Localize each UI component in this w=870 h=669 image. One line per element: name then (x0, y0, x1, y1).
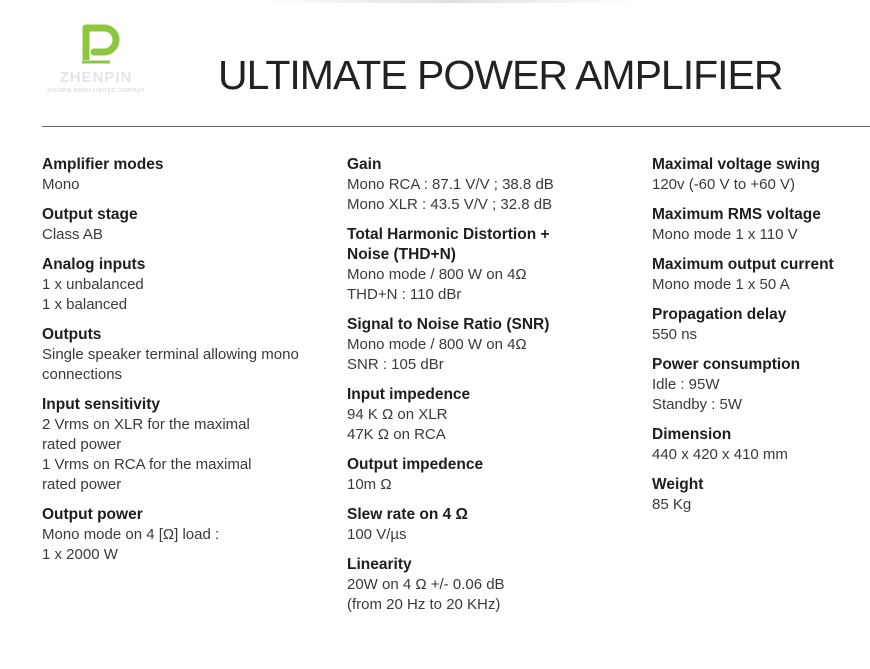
spec-block (652, 475, 867, 515)
spec-value: 440 x 420 x 410 mm (652, 446, 788, 463)
spec-value: Mono mode / 800 W on 4Ω (347, 266, 527, 283)
spec-title: Linearity (347, 556, 412, 573)
spec-value: Class AB (42, 226, 103, 243)
spec-value: SNR : 105 dBr (347, 356, 444, 373)
spec-block (347, 505, 637, 545)
spec-title: Output stage (42, 206, 138, 223)
spec-value: 1 x 2000 W (42, 546, 118, 563)
spec-title: Total Harmonic Distortion + (347, 226, 550, 243)
spec-block (652, 305, 867, 345)
spec-value: 1 x unbalanced (42, 276, 144, 293)
spec-value: Mono (42, 176, 80, 193)
zhenpin-logo-icon (80, 24, 120, 66)
spec-title: Analog inputs (42, 256, 146, 273)
spec-title: Input impedence (347, 386, 471, 403)
spec-value: 10m Ω (347, 476, 392, 493)
spec-block (652, 155, 867, 195)
spec-value: 1 Vrms on RCA for the maximal (42, 456, 252, 473)
spec-block (347, 555, 637, 615)
spec-title: Slew rate on 4 Ω (347, 506, 468, 523)
spec-value: (from 20 Hz to 20 KHz) (347, 596, 501, 613)
top-shadow (260, 0, 640, 3)
brand-tagline: ZHENPIN AUDIO LIMITED COMPANY (47, 88, 145, 94)
spec-value: 100 V/µs (347, 526, 407, 543)
title-divider (42, 126, 870, 127)
spec-title: Noise (THD+N) (347, 246, 456, 263)
spec-title: Maximum output current (652, 256, 834, 273)
spec-value: Mono mode 1 x 50 A (652, 276, 790, 293)
spec-block (347, 455, 637, 495)
spec-value: Mono mode on 4 [Ω] load : (42, 526, 220, 543)
spec-block (652, 355, 867, 415)
spec-title: Signal to Noise Ratio (SNR) (347, 316, 550, 333)
spec-title: Dimension (652, 426, 732, 443)
spec-block (652, 255, 867, 295)
spec-block (347, 155, 637, 215)
spec-title: Input sensitivity (42, 396, 160, 413)
spec-title: Output power (42, 506, 143, 523)
spec-title: Outputs (42, 326, 102, 343)
spec-value: 94 K Ω on XLR (347, 406, 448, 423)
spec-column-2 (347, 155, 637, 625)
spec-value: 2 Vrms on XLR for the maximal (42, 416, 250, 433)
spec-title: Power consumption (652, 356, 801, 373)
spec-value: 20W on 4 Ω +/- 0.06 dB (347, 576, 505, 593)
page-title: ULTIMATE POWER AMPLIFIER (218, 52, 783, 98)
spec-title: Gain (347, 156, 382, 173)
spec-value: Single speaker terminal allowing mono (42, 346, 299, 363)
spec-block (347, 225, 637, 305)
spec-value: THD+N : 110 dBr (347, 286, 462, 303)
spec-value: Mono mode / 800 W on 4Ω (347, 336, 527, 353)
spec-value: Mono XLR : 43.5 V/V ; 32.8 dB (347, 196, 553, 213)
spec-title: Output impedence (347, 456, 484, 473)
spec-column-3 (652, 155, 867, 525)
spec-title: Weight (652, 476, 704, 493)
spec-block (42, 395, 332, 495)
spec-block (42, 255, 332, 315)
spec-title: Amplifier modes (42, 156, 164, 173)
spec-block (652, 425, 867, 465)
brand-name: ZHENPIN (59, 69, 133, 86)
spec-value: Mono mode 1 x 110 V (652, 226, 798, 243)
spec-block (347, 385, 637, 445)
spec-block (42, 325, 332, 385)
spec-value: 1 x balanced (42, 296, 128, 313)
spec-title: Maximum RMS voltage (652, 206, 821, 223)
spec-block (42, 205, 332, 245)
spec-value: rated power (42, 476, 122, 493)
spec-value: Idle : 95W (652, 376, 720, 393)
spec-value: 85 Kg (652, 496, 692, 513)
spec-block (347, 315, 637, 375)
spec-value: Standby : 5W (652, 396, 743, 413)
spec-value: 550 ns (652, 326, 698, 343)
spec-block (652, 205, 867, 245)
spec-block (42, 155, 332, 195)
spec-value: 120v (-60 V to +60 V) (652, 176, 795, 193)
brand-logo (44, 24, 154, 100)
spec-title: Maximal voltage swing (652, 156, 820, 173)
spec-title: Propagation delay (652, 306, 787, 323)
spec-value: rated power (42, 436, 122, 453)
spec-value: 47K Ω on RCA (347, 426, 446, 443)
spec-block (42, 505, 332, 565)
spec-value: Mono RCA : 87.1 V/V ; 38.8 dB (347, 176, 554, 193)
spec-value: connections (42, 366, 123, 383)
spec-column-1 (42, 155, 332, 575)
